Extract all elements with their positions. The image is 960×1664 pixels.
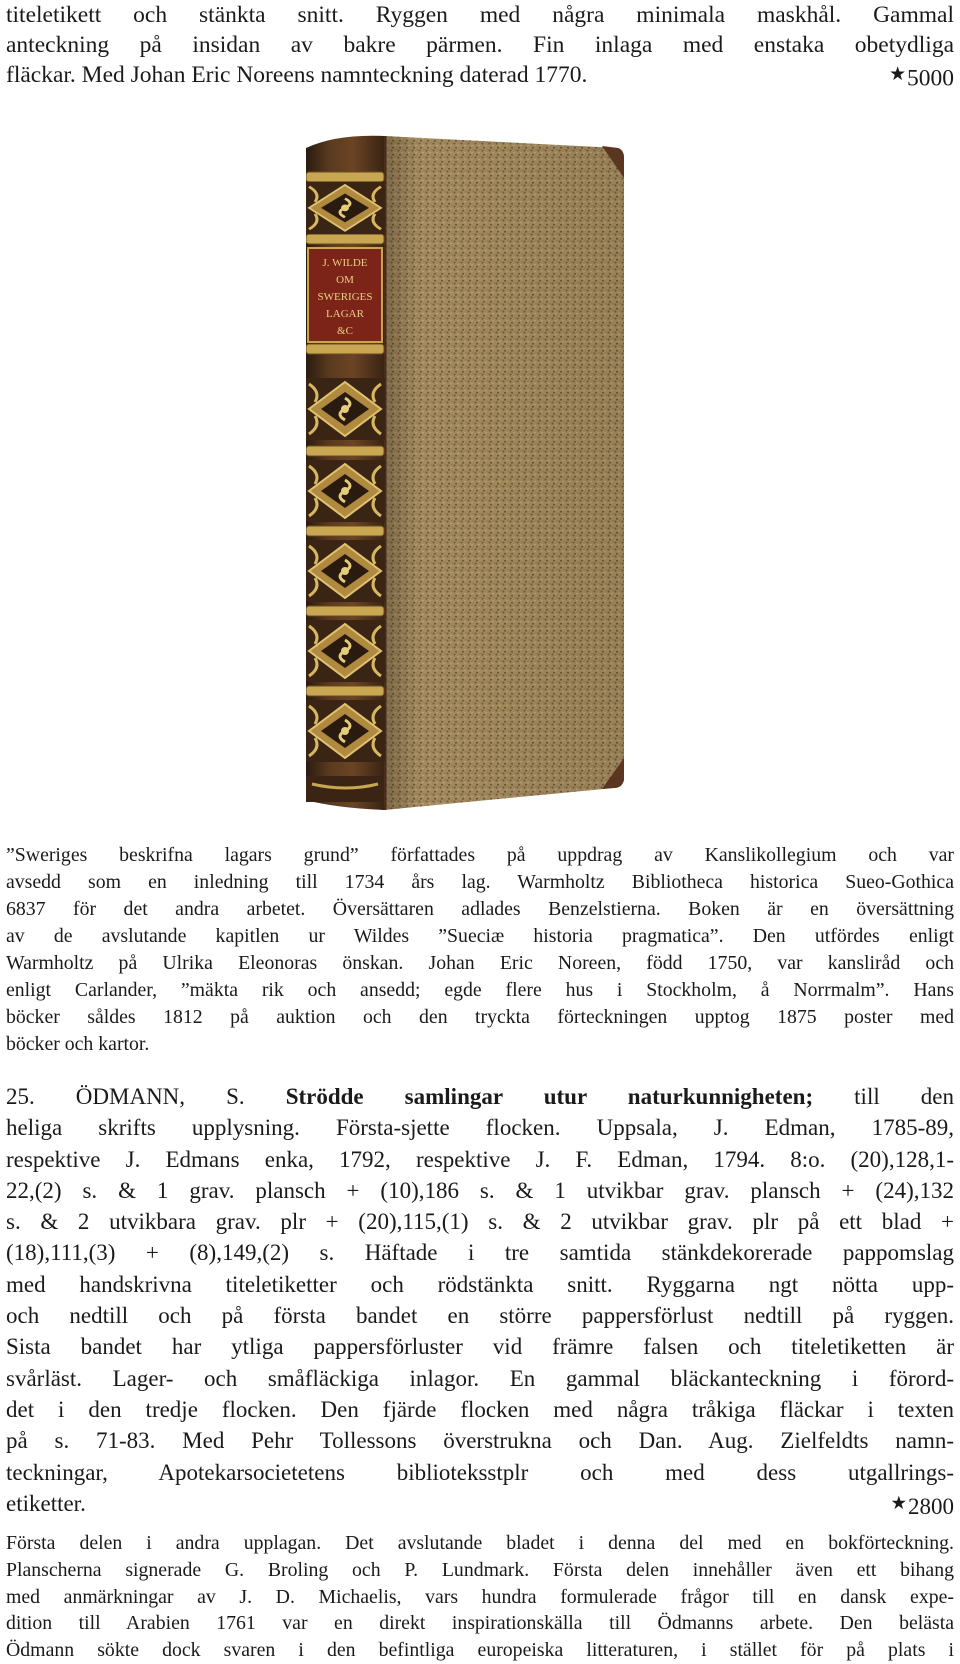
text-line: fläckar. Med Johan Eric Noreens namnteckning daterad 1770.	[6, 62, 588, 88]
text-line: Planscherna signerade G. Broling och P. Lundmark. Första delen innehåller även ett bihang	[6, 1558, 954, 1581]
spine-label-line: OM	[336, 274, 354, 286]
text-line: 6837 för det andra arbetet. Översättaren adlades Benzelstierna. Boken är en översättning	[6, 898, 954, 920]
text-line: respektive J. Edmans enka, 1792, respektive J. F. Edman, 1794. 8:o. (20),128,1-	[6, 1146, 954, 1172]
text-line: och nedtill och på första bandet en större pappersförlust nedtill på ryggen.	[6, 1303, 954, 1329]
book-illustration	[306, 128, 666, 810]
text-line: teckningar, Apotekarsocietetens biblioteksstplr och med dess utgallrings-	[6, 1459, 954, 1485]
entry-first-line	[6, 1081, 954, 1112]
spine-label-line: J. WILDE	[322, 257, 368, 269]
text-line-with-price	[6, 60, 954, 90]
text-line: det i den tredje flocken. Den fjärde flocken med några tråkiga fläckar i texten	[6, 1396, 954, 1422]
text-fragment: till den	[854, 1084, 954, 1109]
text-line-with-price	[6, 1488, 954, 1519]
text-line: Sista bandet har ytliga pappersförluster vid främre falsen och titeletiketten är	[6, 1334, 954, 1360]
text-line: dition till Arabien 1761 var en direkt inspirationskälla till Ödmanns arbete. Den belästa	[6, 1612, 954, 1635]
text-line: avsedd som en inledning till 1734 års lag. Warmholtz Bibliotheca historica Sueo-Gothica	[6, 871, 954, 893]
text-line: Warmholtz på Ulrika Eleonoras önskan. Johan Eric Noreen, född 1750, var kansliråd och	[6, 952, 954, 974]
price-value: 5000	[907, 65, 954, 92]
text-line: 22,(2) s. & 1 grav. plansch + (10),186 s. & 1 utvikbar grav. plansch + (24),132	[6, 1177, 954, 1203]
price	[891, 1488, 955, 1522]
entry-heading: 25. ÖDMANN, S.	[6, 1084, 245, 1109]
text-line: anteckning på insidan av bakre pärmen. Fin inlaga med enstaka obetydliga	[6, 32, 954, 58]
text-line: ”Sweriges beskrifna lagars grund” författades på uppdrag av Kanslikollegium och var	[6, 844, 954, 866]
text-line: (18),111,(3) + (8),149,(2) s. Häftade i tre samtida stänkdekorerade pappomslag	[6, 1240, 954, 1266]
text-line: heliga skrifts upplysning. Första-sjette flocken. Uppsala, J. Edman, 1785-89,	[6, 1115, 954, 1141]
text-line: böcker såldes 1812 på auktion och den tryckta förteckningen upptog 1875 poster med	[6, 1006, 954, 1028]
text-line: enligt Carlander, ”mäkta rik och ansedd; egde flere hus i Stockholm, å Norrmalm”. Hans	[6, 979, 954, 1001]
text-line: Ödmann sökte dock svaren i den befintliga europeiska litteraturen, i stället för på plats i	[6, 1639, 954, 1662]
previous-entry-continuation	[6, 0, 954, 93]
text-line: etiketter.	[6, 1490, 86, 1516]
entry-title: Strödde samlingar utur naturkunnigheten;	[285, 1084, 814, 1109]
text-line: på s. 71-83. Med Pehr Tollessons överstrukna och Dan. Aug. Zielfeldts namn-	[6, 1428, 954, 1454]
star-icon: ★	[889, 64, 906, 85]
spine-label-line: LAGAR	[326, 308, 364, 320]
text-line: s. & 2 utvikbara grav. plr + (20),115,(1) s. & 2 utvikbar grav. plr på ett blad +	[6, 1209, 954, 1235]
price	[889, 60, 954, 93]
text-line: svårläst. Lager- och småfläckiga inlagor. En gammal bläckanteckning i förord-	[6, 1365, 954, 1391]
spine-label-line: SWERIGES	[317, 291, 373, 303]
spine-label-line: &C	[337, 325, 353, 337]
entry-description	[6, 842, 954, 1058]
star-icon: ★	[890, 1492, 907, 1513]
text-line: Första delen i andra upplagan. Det avslutande bladet i denna del med en bokförteckning.	[6, 1532, 954, 1554]
text-line: av de avslutande kapitlen ur Wildes ”Sueciæ historia pragmatica”. Den utfördes enligt	[6, 925, 954, 947]
text-line: böcker och kartor.	[6, 1033, 150, 1055]
text-line: med anmärkningar av J. D. Michaelis, vars hundra formulerade frågor till en dansk expe-	[6, 1585, 954, 1608]
entry-notes	[6, 1530, 954, 1664]
book-photograph	[306, 128, 666, 810]
catalogue-entry-25	[6, 1081, 954, 1522]
text-line: titeletikett och stänkta snitt. Ryggen med några minimala maskhål. Gammal	[6, 2, 954, 28]
price-value: 2800	[908, 1494, 954, 1519]
text-line: med handskrivna titeletiketter och rödstänkta snitt. Ryggarna ngt nötta upp-	[6, 1271, 954, 1297]
